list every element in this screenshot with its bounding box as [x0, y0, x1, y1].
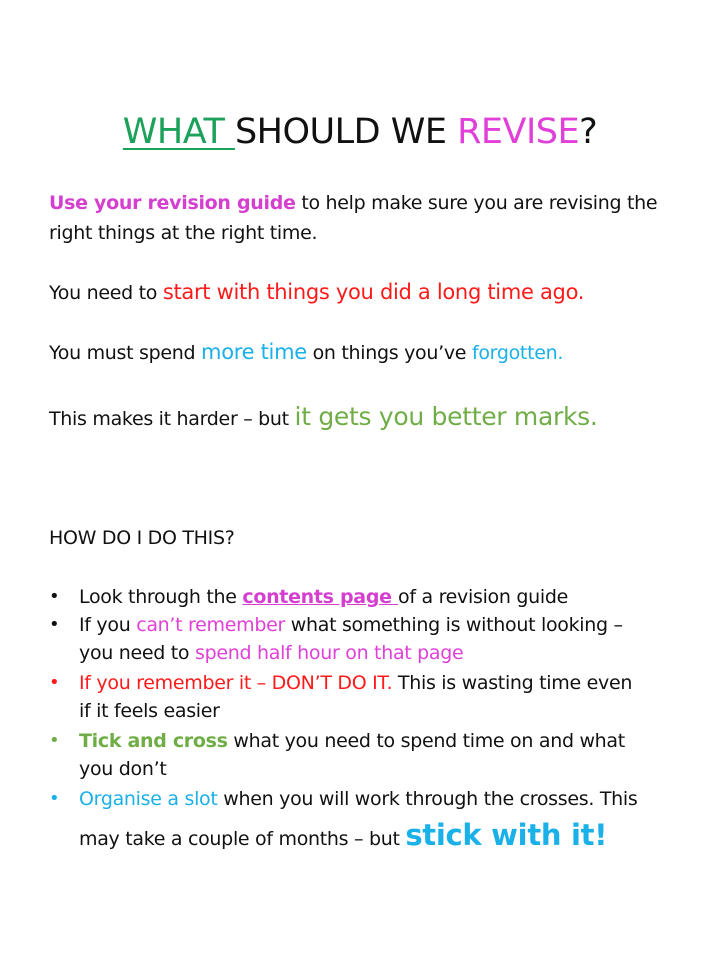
tick-and-cross-highlight: Tick and cross: [79, 730, 228, 752]
revision-guide-highlight: Use your revision guide: [49, 192, 296, 214]
list-item-text: you need to: [79, 642, 195, 664]
list-item-text: If you: [79, 614, 137, 636]
cant-remember-highlight: can’t remember: [136, 614, 285, 636]
paragraph-text: on things you’ve: [306, 342, 472, 364]
paragraph-text: This makes it harder – but: [49, 408, 295, 430]
list-item-text: you don’t: [79, 758, 167, 780]
paragraph-start-with: [49, 280, 584, 304]
paragraph-revision-guide-line2: [49, 222, 317, 244]
paragraph-text: You need to: [49, 282, 163, 304]
stick-with-it-highlight: stick with it!: [405, 818, 608, 852]
list-item-text: Look through the: [79, 586, 243, 608]
organise-a-slot-highlight: Organise a slot: [79, 788, 218, 810]
paragraph-text: right things at the right time.: [49, 222, 318, 244]
list-item-text: This is wasting time even: [392, 672, 633, 694]
list-item: [49, 727, 689, 783]
start-with-highlight: start with things you did a long time ago.: [162, 280, 585, 304]
page-title: [0, 112, 720, 152]
dont-do-it-highlight: If you remember it – DON’T DO IT.: [79, 672, 393, 694]
list-item-text: when you will work through the crosses. This: [217, 788, 638, 810]
bullet-dot: •: [49, 788, 60, 809]
bullet-dot: •: [49, 614, 60, 635]
title-question-mark: ?: [579, 112, 598, 152]
list-item-text: what you need to spend time on and what: [227, 730, 625, 752]
list-item-text: of a revision guide: [398, 586, 568, 608]
list-item: [49, 583, 689, 611]
paragraph-better-marks: [49, 402, 598, 431]
contents-page-highlight: contents page: [242, 586, 399, 608]
title-what: WHAT: [122, 112, 235, 152]
forgotten-highlight: forgotten.: [471, 342, 564, 364]
list-item-continuation: [79, 818, 607, 852]
paragraph-text: to help make sure you are revising the: [295, 192, 658, 214]
bullet-dot: •: [49, 672, 60, 693]
list-item-text: what something is without looking –: [285, 614, 623, 636]
title-should-we: SHOULD WE: [234, 112, 458, 152]
list-item-text: may take a couple of months – but: [79, 828, 406, 850]
list-item: [49, 611, 689, 667]
more-time-highlight: more time: [201, 340, 307, 364]
list-item: [49, 669, 689, 725]
bullet-dot: •: [49, 586, 60, 607]
paragraph-more-time: [49, 340, 563, 364]
paragraph-text: You must spend: [49, 342, 202, 364]
bullet-dot: •: [49, 730, 60, 751]
list-item-text: if it feels easier: [79, 700, 220, 722]
list-item: [49, 785, 689, 813]
title-revise: REVISE: [457, 112, 580, 152]
paragraph-revision-guide-line1: [49, 192, 657, 214]
better-marks-highlight: it gets you better marks.: [294, 402, 598, 431]
howto-heading: HOW DO I DO THIS?: [49, 527, 235, 549]
spend-half-hour-highlight: spend half hour on that page: [195, 642, 464, 664]
